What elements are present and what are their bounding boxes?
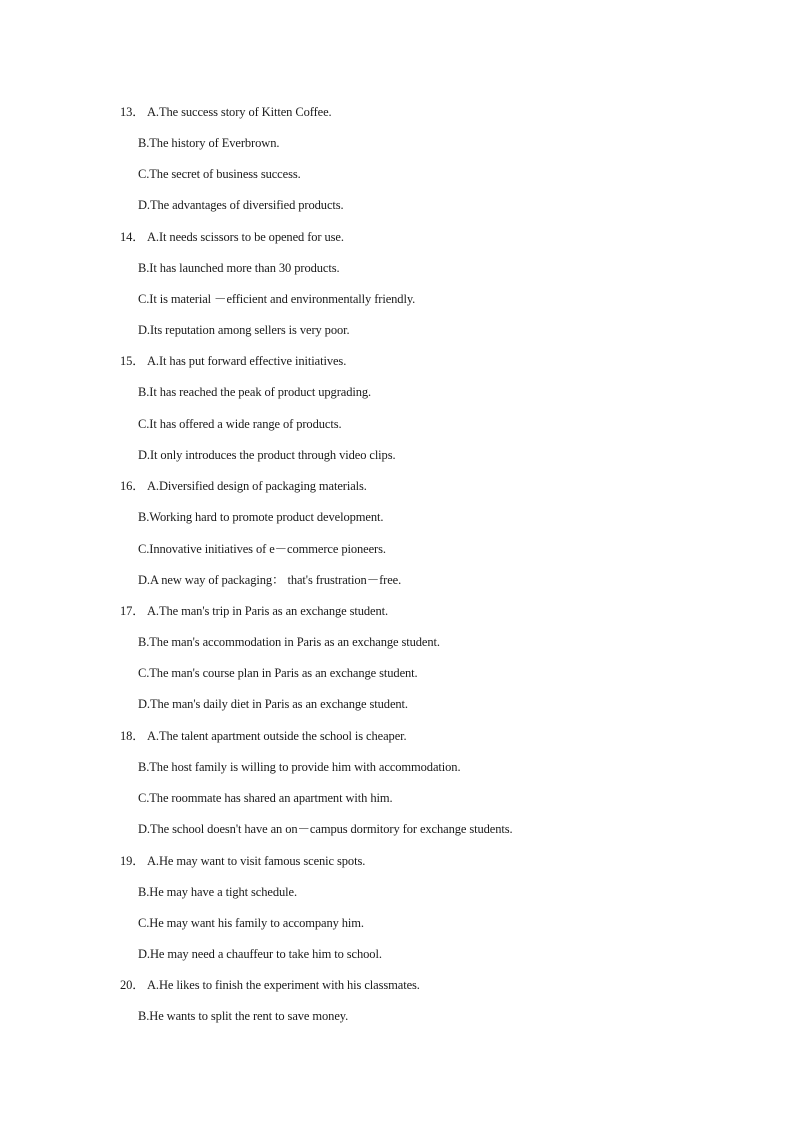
- option-d: D.The man's daily diet in Paris as an exchange student.: [138, 697, 408, 711]
- option-d: D.A new way of packaging： that's frustration－free.: [138, 573, 402, 587]
- option-d: D.Its reputation among sellers is very poor.: [138, 323, 350, 337]
- option-d: D.The advantages of diversified products.: [138, 198, 344, 212]
- option-a: A.It needs scissors to be opened for use.: [147, 230, 344, 244]
- option-b: B.The man's accommodation in Paris as an exchange student.: [138, 635, 440, 649]
- question-number: 19．: [120, 854, 145, 868]
- option-d: D.The school doesn't have an on－campus dormitory for exchange students.: [138, 822, 513, 836]
- option-b: B.It has reached the peak of product upgrading.: [138, 385, 372, 399]
- option-b: B.He wants to split the rent to save money.: [138, 1009, 349, 1023]
- option-a: A.The success story of Kitten Coffee.: [147, 105, 332, 119]
- option-d: D.He may need a chauffeur to take him to school.: [138, 947, 382, 961]
- option-c: C.It has offered a wide range of products.: [138, 417, 342, 431]
- option-c: C.The man's course plan in Paris as an exchange student.: [138, 666, 418, 680]
- question-number: 20．: [120, 978, 145, 992]
- option-b: B.The host family is willing to provide him with accommodation.: [138, 760, 461, 774]
- option-b: B.He may have a tight schedule.: [138, 885, 298, 899]
- option-c: C.Innovative initiatives of e－commerce pioneers.: [138, 542, 386, 556]
- option-a: A.It has put forward effective initiatives.: [147, 354, 347, 368]
- option-d: D.It only introduces the product through video clips.: [138, 448, 396, 462]
- option-b: B.The history of Everbrown.: [138, 136, 280, 150]
- option-c: C.The roommate has shared an apartment with him.: [138, 791, 393, 805]
- option-b: B.It has launched more than 30 products.: [138, 261, 340, 275]
- question-number: 16．: [120, 479, 145, 493]
- question-number: 18．: [120, 729, 145, 743]
- option-c: C.He may want his family to accompany him.: [138, 916, 364, 930]
- question-number: 13．: [120, 105, 145, 119]
- option-a: A.He likes to finish the experiment with his classmates.: [147, 978, 420, 992]
- question-number: 17．: [120, 604, 145, 618]
- option-a: A.Diversified design of packaging materials.: [147, 479, 367, 493]
- option-a: A.He may want to visit famous scenic spots.: [147, 854, 366, 868]
- option-a: A.The talent apartment outside the school is cheaper.: [147, 729, 407, 743]
- question-number: 15．: [120, 354, 145, 368]
- option-c: C.It is material －efficient and environmentally friendly.: [138, 292, 416, 306]
- question-number: 14．: [120, 230, 145, 244]
- option-b: B.Working hard to promote product development.: [138, 510, 384, 524]
- option-a: A.The man's trip in Paris as an exchange student.: [147, 604, 389, 618]
- option-c: C.The secret of business success.: [138, 167, 301, 181]
